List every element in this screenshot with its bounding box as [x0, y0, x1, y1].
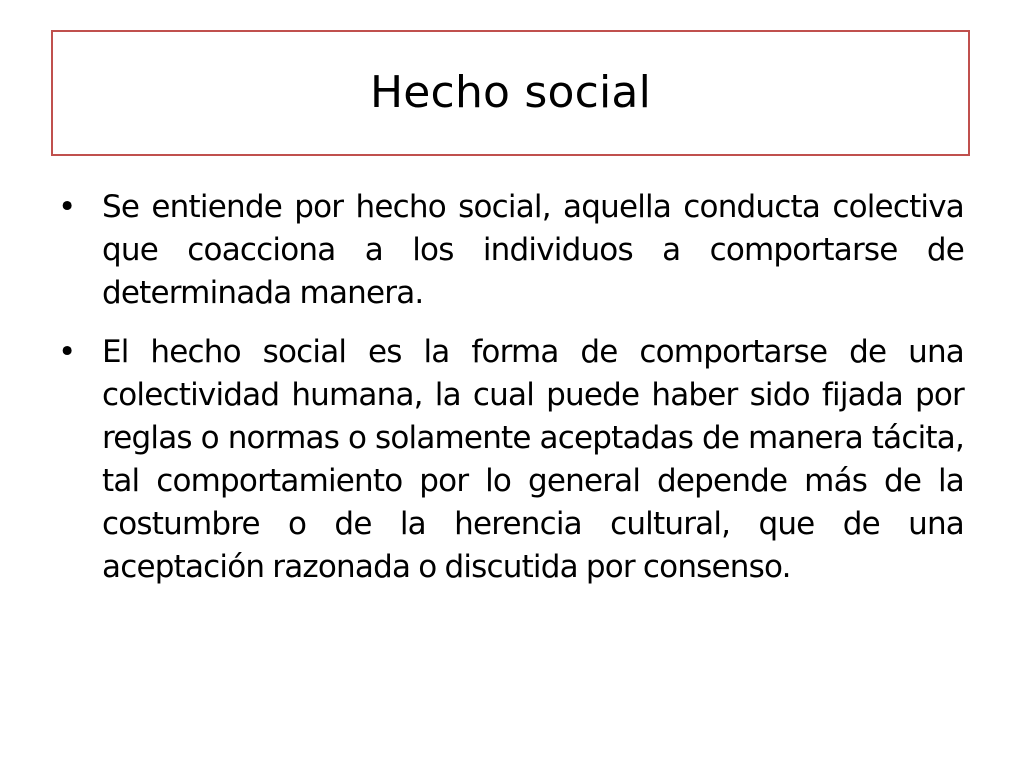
bullet-icon: • — [58, 189, 77, 225]
bullet-item-1 — [52, 186, 964, 315]
bullet-text-1: Se entiende por hecho social, aquella conducta colectiva que coacciona a los individuos a comportarse de determinada manera. — [102, 189, 964, 311]
bullet-icon: • — [58, 334, 77, 370]
bullet-item-2 — [52, 331, 964, 589]
bullet-list — [52, 186, 964, 605]
title-frame — [51, 30, 970, 156]
slide-title: Hecho social — [370, 67, 651, 118]
bullet-text-2: El hecho social es la forma de comportarse de una colectividad humana, la cual puede haber sido fijada por reglas o normas o solamente aceptadas de manera tácita, tal comportamiento por lo general depende más de la costumbre o de la herencia cultural, que de una aceptación razonada o discutida por consenso. — [102, 334, 964, 585]
